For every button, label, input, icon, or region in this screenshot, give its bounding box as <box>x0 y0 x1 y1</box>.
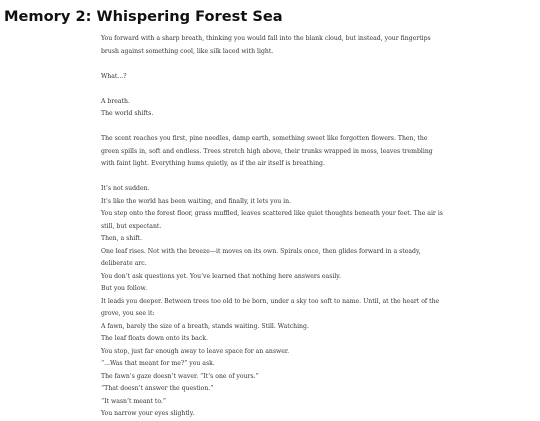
page-title: Memory 2: Whispering Forest Sea <box>4 8 283 25</box>
story-paragraph: The fawn’s gaze doesn’t waver. “It’s one of yours.” <box>101 372 259 380</box>
story-paragraph: The leaf floats down onto its back. <box>101 335 208 342</box>
story-paragraph: “...Was that meant for me?” you ask. <box>101 360 215 367</box>
story-paragraph: It leads you deeper. Between trees too old to be born, under a sky too soft to name. Until, at the heart of the grove, you see it: <box>101 297 440 317</box>
story-paragraph: You step onto the forest floor, grass muffled, leaves scattered like quiet thoughts beneath your feet. The air is still, but expectant. <box>101 210 443 230</box>
story-paragraph: “That doesn’t answer the question.” <box>101 385 214 392</box>
story-paragraph: It’s not sudden. <box>101 185 150 192</box>
story-paragraph: You narrow your eyes slightly. <box>101 410 195 417</box>
story-paragraph: Then, a shift. <box>101 235 142 242</box>
story-paragraph: A fawn, barely the size of a breath, stands waiting. Still. Watching. <box>101 322 309 330</box>
story-paragraph: You forward with a sharp breath, thinking you would fall into the blank cloud, but instead, your fingertips brush against something cool, like silk laced with light. <box>101 35 431 55</box>
story-paragraph: “It wasn’t meant to.” <box>101 397 167 405</box>
story-paragraph: But you follow. <box>101 285 148 292</box>
story-paragraph: What...? <box>101 72 127 80</box>
story-paragraph: You stop, just far enough away to leave space for an answer. <box>101 347 290 355</box>
story-text <box>101 33 446 421</box>
story-paragraph: One leaf rises. Not with the breeze—it moves on its own. Spirals once, then glides forward in a steady, deliberate arc. <box>101 247 421 267</box>
story-paragraph: A breath. <box>101 97 130 105</box>
story-paragraph: It’s like the world has been waiting, and finally, it lets you in. <box>101 197 292 205</box>
story-paragraph: The scent reaches you first, pine needles, damp earth, something sweet like forgotten flowers. Then, the green spills in, soft and endless. Trees stretch high above, their trunks wrapped in moss, leaves trembling with faint light. Everything hums quietly, as if the air itself is breathing. <box>101 135 433 167</box>
story-paragraph: The world shifts. <box>101 110 154 117</box>
story-paragraph: You don’t ask questions yet. You’ve learned that nothing here answers easily. <box>101 272 341 280</box>
